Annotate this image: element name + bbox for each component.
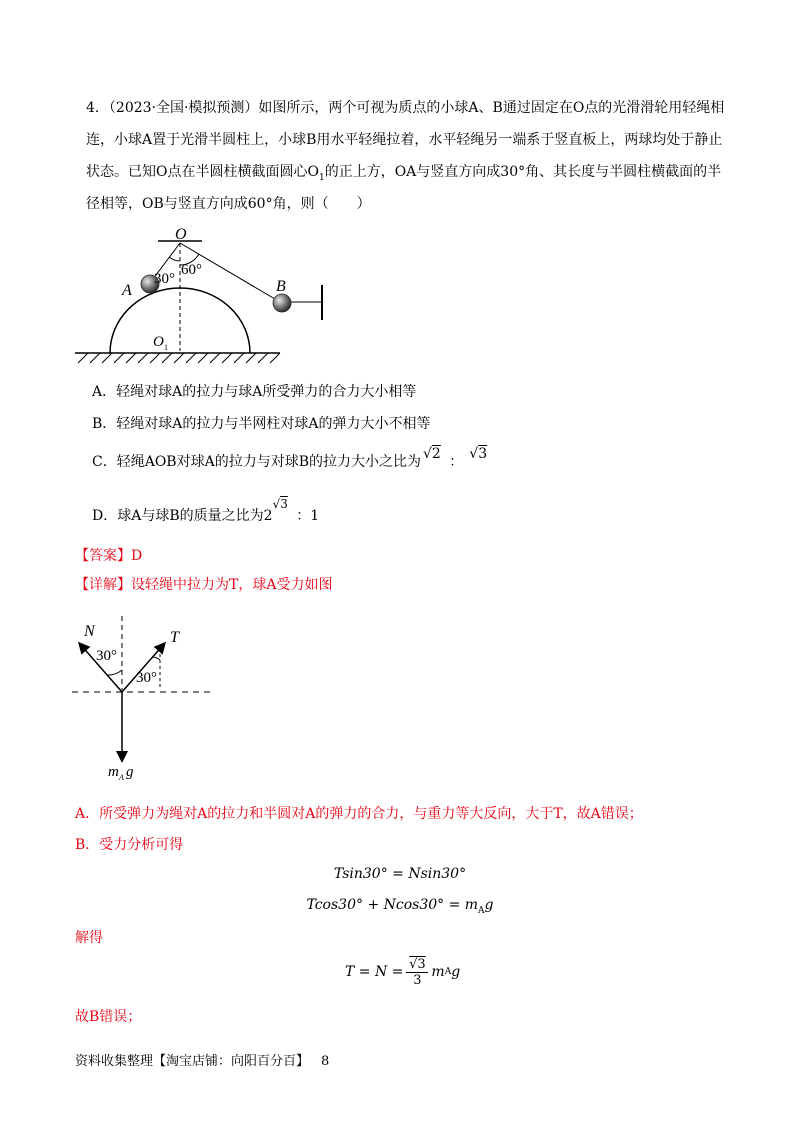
footer: 资料收集整理【淘宝店铺：向阳百分百】 8 <box>75 1054 330 1069</box>
option-C: C．轻绳AOB对球A的拉力与对球B的拉力大小之比为 √2 ： √3 <box>92 446 488 470</box>
label-m: m <box>108 764 119 780</box>
label-T: T <box>170 629 179 646</box>
label-B: B <box>276 278 286 295</box>
angle-arc-30 <box>169 257 180 261</box>
label-N: N <box>84 623 95 640</box>
answer: 【答案】D <box>75 548 143 564</box>
analysis-B-conclusion: 故B错误； <box>75 1009 142 1025</box>
question-line-2: 连，小球A置于光滑半圆柱上，小球B用水平轻绳拉着，水平轻绳另一端系于竖直板上，两球均处于静止 <box>86 132 723 148</box>
ground-hatching <box>78 353 280 363</box>
label-angle-right: 30° <box>136 670 157 686</box>
option-B: B．轻绳对球A的拉力与半网柱对球A的弹力大小不相等 <box>92 416 431 432</box>
question-line-3: 状态。已知O点在半圆柱横截面圆心$O_1$的正上方，OA与竖直方向成30°角、其长度与半圆柱横截面的半 <box>86 164 722 183</box>
label-O: O <box>175 226 187 243</box>
question-line-1: 4．（2023·全国·模拟预测）如图所示，两个可视为质点的小球A、B通过固定在O点的光滑滑轮用轻绳相 <box>86 100 725 116</box>
analysis-B: B．受力分析可得 <box>75 837 184 853</box>
fraction: √3 3 <box>406 957 428 988</box>
equation-3: T = N = √3 3 m A g <box>345 956 461 988</box>
label-angle-30: 30° <box>154 271 175 287</box>
analysis-A: A．所受弹力为绳对A的拉力和半圆对A的弹力的合力，与重力等大反向，大于T，故A错误； <box>75 806 643 822</box>
ball-B <box>273 294 291 312</box>
label-O1-sub: 1 <box>164 343 168 352</box>
pulley-figure <box>70 225 340 365</box>
option-A: A．轻绳对球A的拉力与球A所受弹力的合力大小相等 <box>92 384 417 400</box>
label-m-sub: A <box>119 773 124 782</box>
label-angle-60: 60° <box>181 262 202 278</box>
equation-2: $Tcos30^\circ + Ncos30^\circ = m_Ag$ <box>306 897 494 916</box>
detail: 【详解】设轻绳中拉力为T，球A受力如图 <box>75 577 333 593</box>
label-O1: O <box>153 334 164 350</box>
label-A: A <box>122 282 132 299</box>
option-D: D．球A与球B的质量之比为2√3 ：1 <box>92 497 320 524</box>
label-angle-left: 30° <box>96 648 117 664</box>
angle-arc-left <box>107 670 122 675</box>
solve-label: 解得 <box>75 930 103 946</box>
label-g: g <box>126 764 134 780</box>
equation-1: Tsin30° = Nsin30° <box>333 866 467 882</box>
angle-arc-right <box>152 657 160 660</box>
question-line-4: 径相等，OB与竖直方向成60°角，则（ ） <box>86 196 371 212</box>
force-diagram <box>66 608 226 788</box>
